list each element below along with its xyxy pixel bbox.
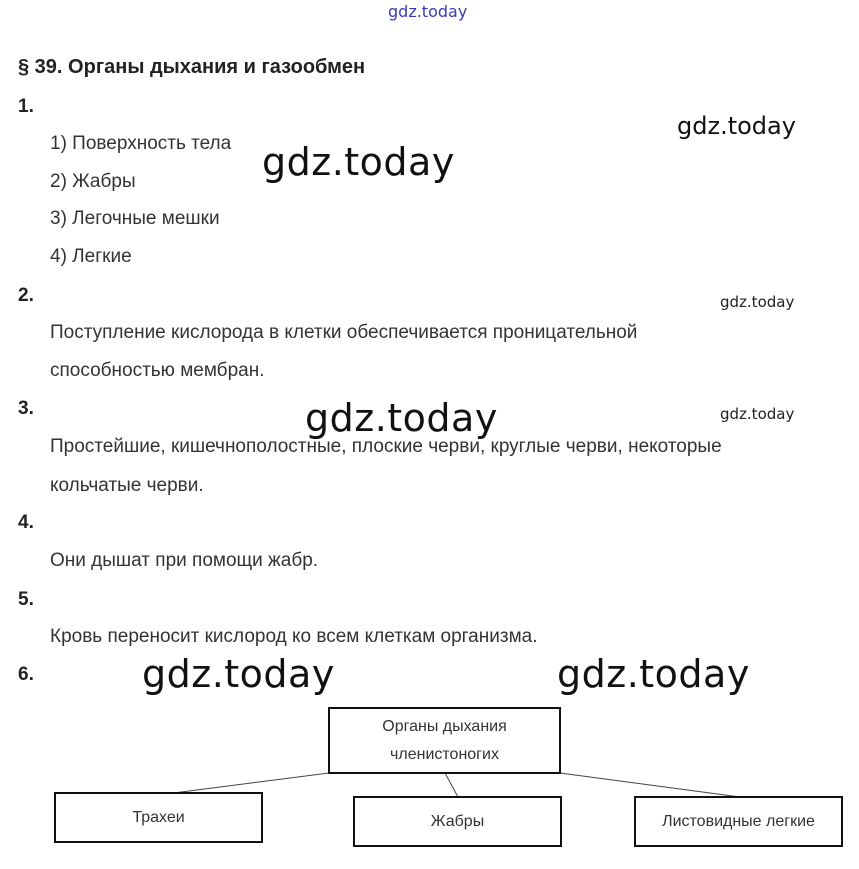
watermark: gdz.today — [142, 652, 335, 696]
question-number-4: 4. — [18, 512, 34, 533]
answer-text: Кровь переносит кислород ко всем клеткам организма. — [50, 626, 538, 647]
watermark: gdz.today — [262, 140, 455, 184]
diagram-root-line: членистоногих — [390, 745, 499, 763]
answer-item: 1) Поверхность тела — [50, 133, 232, 154]
diagram-child-label: Листовидные легкие — [662, 812, 815, 830]
question-number-5: 5. — [18, 589, 34, 610]
diagram-child-box — [54, 792, 263, 843]
diagram-child-label: Жабры — [430, 812, 485, 830]
diagram-child-box — [353, 796, 562, 847]
watermark: gdz.today — [720, 293, 795, 311]
watermark: gdz.today — [677, 112, 796, 140]
answer-item: 2) Жабры — [50, 171, 136, 192]
connector-line — [445, 773, 458, 797]
watermark: gdz.today — [305, 396, 498, 440]
answer-text: кольчатые черви. — [50, 475, 204, 496]
answer-text: Поступление кислорода в клетки обеспечивается проницательной — [50, 322, 638, 343]
watermark-top: gdz.today — [388, 2, 468, 21]
answer-item: 3) Легочные мешки — [50, 208, 220, 229]
answer-text: Простейшие, кишечнополостные, плоские черви, круглые черви, некоторые — [50, 436, 722, 457]
answer-item: 4) Легкие — [50, 246, 132, 267]
watermark: gdz.today — [557, 652, 750, 696]
watermark: gdz.today — [720, 405, 795, 423]
question-number-6: 6. — [18, 664, 34, 685]
page-title: § 39. Органы дыхания и газообмен — [18, 56, 366, 78]
diagram-child-label: Трахеи — [132, 808, 185, 826]
answer-text: способностью мембран. — [50, 360, 265, 381]
answer-text: Они дышат при помощи жабр. — [50, 550, 319, 571]
connector-line — [560, 773, 740, 797]
question-number-2: 2. — [18, 285, 34, 306]
diagram-root-line: Органы дыхания — [382, 717, 507, 735]
question-number-1: 1. — [18, 96, 34, 117]
diagram-child-box — [634, 796, 843, 847]
question-number-3: 3. — [18, 398, 34, 419]
diagram-root-box — [328, 707, 561, 774]
